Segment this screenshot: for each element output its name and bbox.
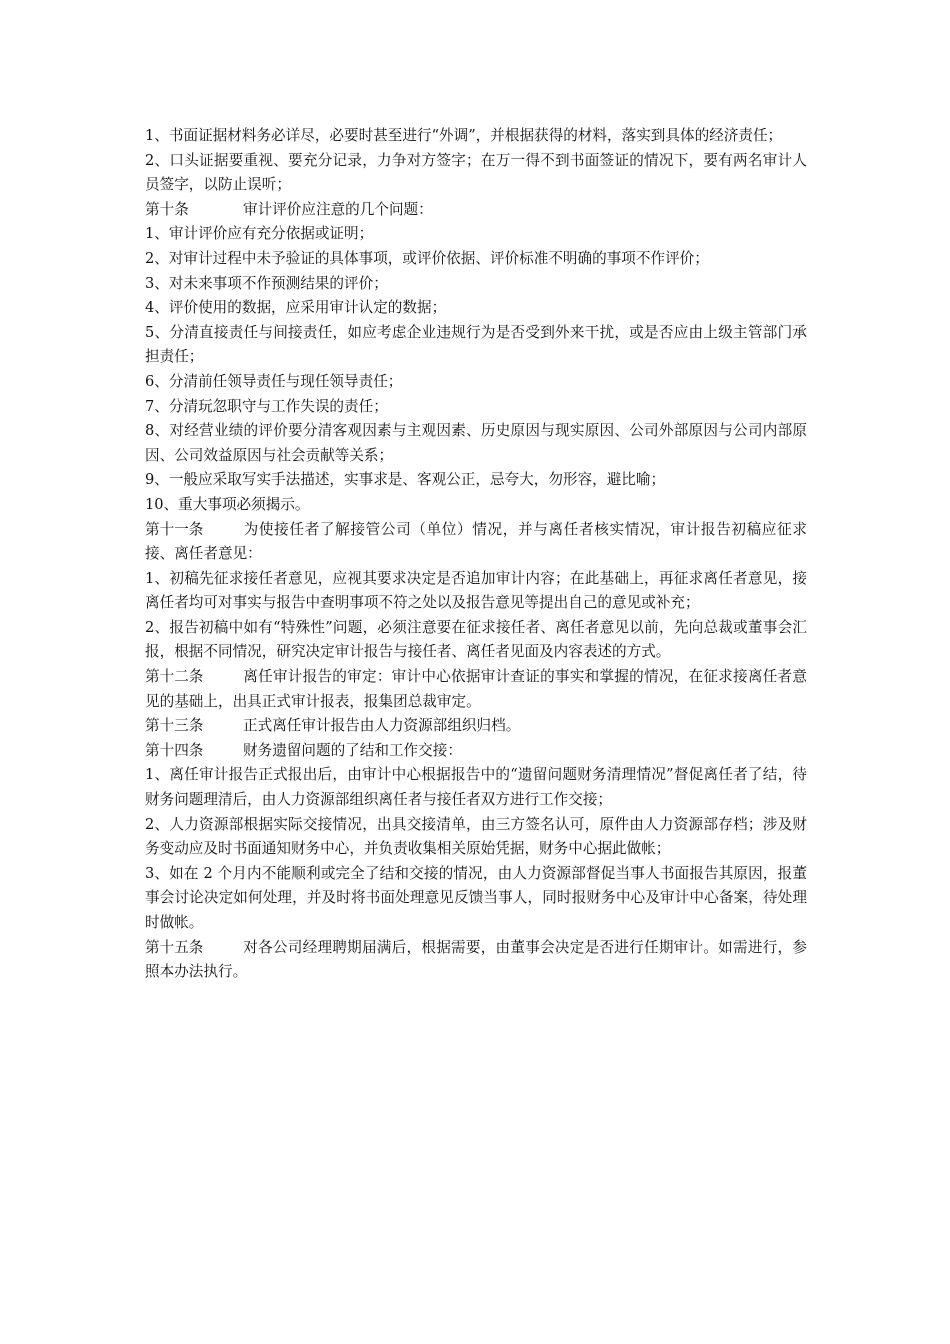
paragraph-text: 10、重大事项必须揭示。 xyxy=(145,495,310,513)
article-paragraph xyxy=(145,714,807,739)
paragraph-text: 为使接任者了解接管公司（单位）情况，并与离任者核实情况，审计报告初稿应征求接、离任者意见： xyxy=(145,520,807,563)
paragraph-text: 4、评价使用的数据，应采用审计认定的数据； xyxy=(145,299,447,317)
paragraph-text: 对各公司经理聘期届满后，根据需要，由董事会决定是否进行任期审计。如需进行，参照本办法执行。 xyxy=(145,938,807,981)
article-number: 第十四条 xyxy=(145,741,204,759)
paragraph xyxy=(145,616,807,665)
paragraph-text: 9、一般应采取写实手法描述，实事求是、客观公正，忌夸大，勿形容，避比喻； xyxy=(145,471,666,489)
paragraph-text: 正式离任审计报告由人力资源部组织归档。 xyxy=(243,717,521,735)
paragraph xyxy=(145,468,807,493)
paragraph-text: 审计评价应注意的几个问题： xyxy=(243,200,433,218)
paragraph-text: 1、初稿先征求接任者意见，应视其要求决定是否追加审计内容；在此基础上，再征求离任者意见，接离任者均可对事实与报告中查明事项不符之处以及报告意见等提出自己的意见或补充； xyxy=(145,569,807,612)
article-number: 第十条 xyxy=(145,200,189,218)
article-paragraph xyxy=(145,936,807,985)
paragraph xyxy=(145,567,807,616)
paragraph xyxy=(145,493,807,518)
paragraph-text: 3、对未来事项不作预测结果的评价； xyxy=(145,274,388,292)
article-paragraph xyxy=(145,198,807,223)
paragraph xyxy=(145,321,807,370)
paragraph xyxy=(145,813,807,862)
paragraph xyxy=(145,296,807,321)
paragraph-text: 2、口头证据要重视、要充分记录，力争对方签字；在万一得不到书面签证的情况下，要有两名审计人员签字，以防止误听； xyxy=(145,151,807,194)
paragraph xyxy=(145,272,807,297)
paragraph-text: 2、人力资源部根据实际交接情况，出具交接清单，由三方签名认可，原件由人力资源部存档；涉及财务变动应及时书面通知财务中心，并负责收集相关原始凭据，财务中心据此做帐； xyxy=(145,815,807,858)
article-number: 第十三条 xyxy=(145,717,204,735)
paragraph-text: 2、对审计过程中未予验证的具体事项，或评价依据、评价标准不明确的事项不作评价； xyxy=(145,249,709,267)
paragraph xyxy=(145,370,807,395)
paragraph-text: 3、如在 2 个月内不能顺利或完全了结和交接的情况，由人力资源部督促当事人书面报告其原因，报董事会讨论决定如何处理，并及时将书面处理意见反馈当事人，同时报财务中心及审计中心备案，待处理时做帐。 xyxy=(145,864,807,931)
article-number: 第十一条 xyxy=(145,520,204,538)
paragraph xyxy=(145,149,807,198)
article-number: 第十五条 xyxy=(145,938,204,956)
document-body xyxy=(145,124,807,985)
paragraph xyxy=(145,124,807,149)
paragraph xyxy=(145,862,807,936)
paragraph xyxy=(145,419,807,468)
paragraph-text: 离任审计报告的审定：审计中心依据审计查证的事实和掌握的情况，在征求接离任者意见的基础上，出具正式审计报表，报集团总裁审定。 xyxy=(145,668,807,710)
paragraph-text: 5、分清直接责任与间接责任，如应考虑企业违规行为是否受到外来干扰，或是否应由上级主管部门承担责任； xyxy=(145,323,807,366)
article-number: 第十二条 xyxy=(145,668,204,686)
paragraph-text: 财务遗留问题的了结和工作交接： xyxy=(243,741,462,759)
paragraph-text: 2、报告初稿中如有“特殊性”问题，必须注意要在征求接任者、离任者意见以前，先向总裁或董事会汇报，根据不同情况，研究决定审计报告与接任者、离任者见面及内容表述的方式。 xyxy=(145,618,807,661)
paragraph xyxy=(145,222,807,247)
paragraph xyxy=(145,395,807,420)
article-paragraph xyxy=(145,739,807,764)
paragraph-text: 6、分清前任领导责任与现任领导责任； xyxy=(145,372,403,390)
paragraph-text: 1、书面证据材料务必详尽，必要时甚至进行“外调”，并根据获得的材料，落实到具体的经济责任； xyxy=(145,127,783,144)
paragraph xyxy=(145,763,807,812)
article-paragraph xyxy=(145,518,807,567)
paragraph-text: 1、审计评价应有充分依据或证明； xyxy=(145,225,374,243)
paragraph-text: 1、离任审计报告正式报出后，由审计中心根据报告中的“遗留问题财务清理情况”督促离任者了结，待财务问题理清后，由人力资源部组织离任者与接任者双方进行工作交接； xyxy=(145,766,807,809)
paragraph-text: 8、对经营业绩的评价要分清客观因素与主观因素、历史原因与现实原因、公司外部原因与公司内部原因、公司效益原因与社会贡献等关系； xyxy=(145,422,807,464)
article-paragraph xyxy=(145,665,807,714)
paragraph xyxy=(145,247,807,272)
paragraph-text: 7、分清玩忽职守与工作失误的责任； xyxy=(145,397,388,415)
